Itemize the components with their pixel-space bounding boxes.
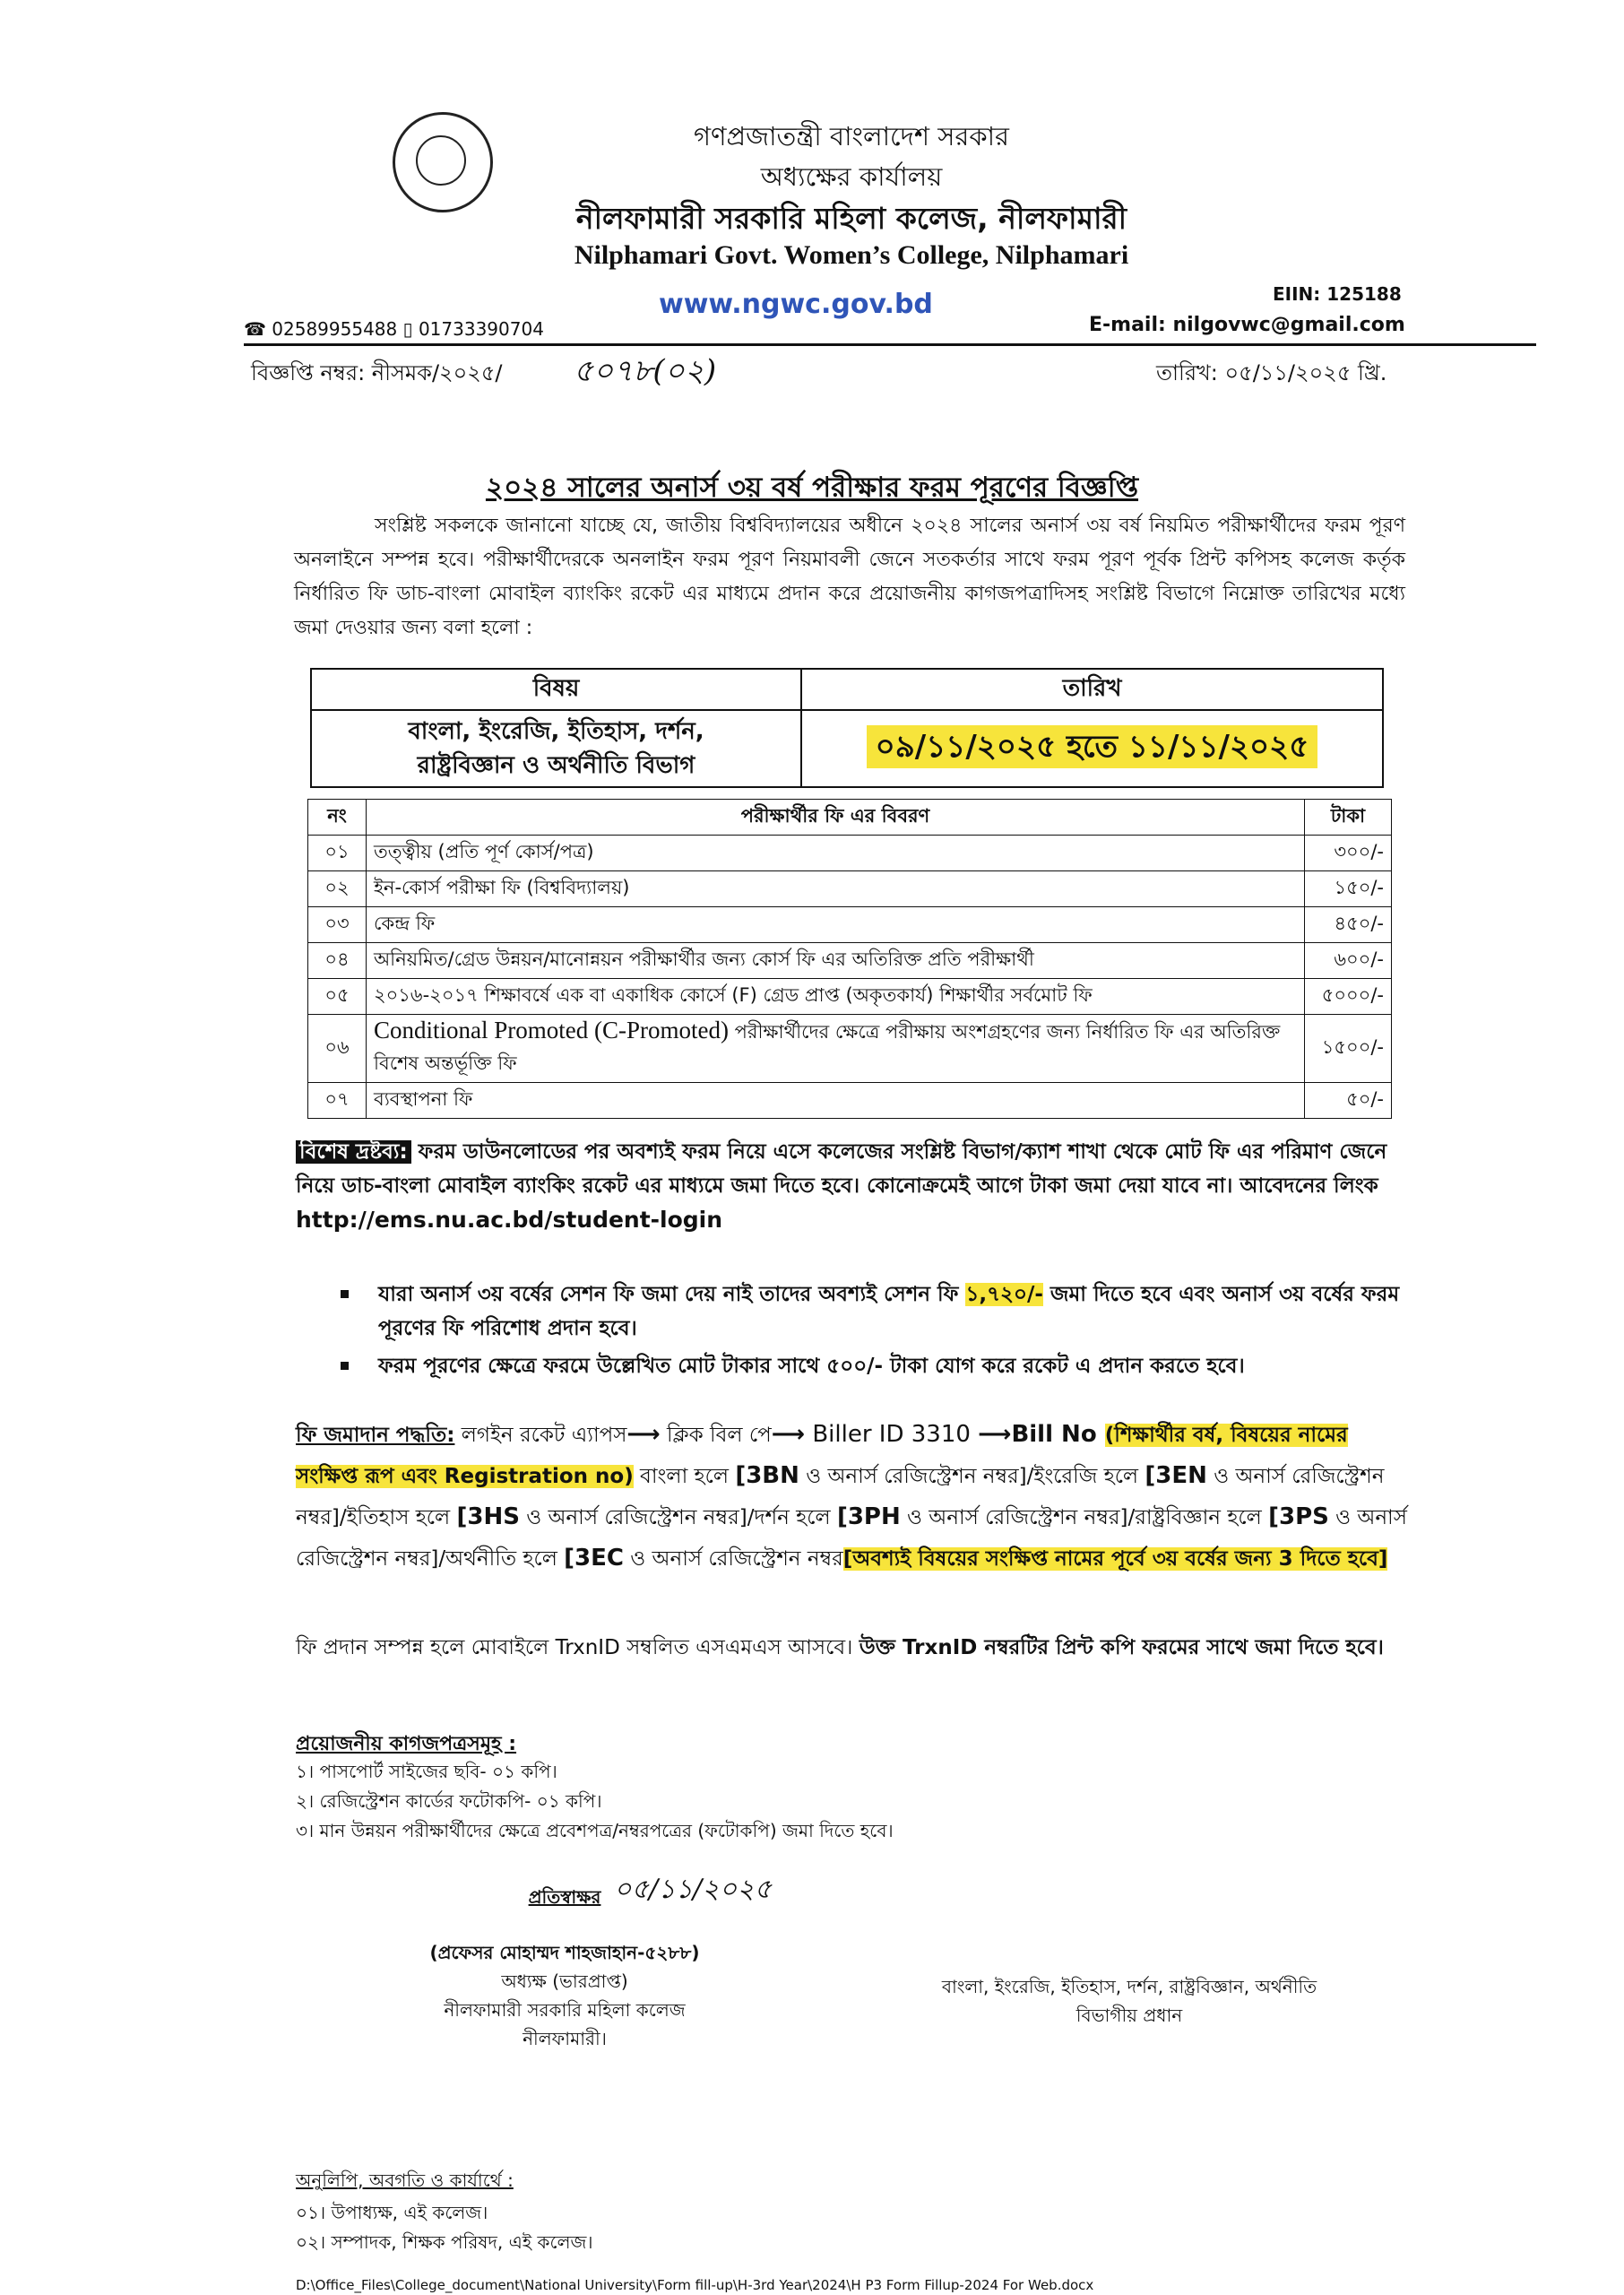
principal-place: নীলফামারী। [523, 2028, 607, 2049]
code-political-science: [3PS [1268, 1503, 1329, 1530]
table-row [308, 871, 1392, 907]
list-item [332, 1277, 1407, 1346]
signature-date-handwritten: ০৫/১১/২০২৫ [614, 1874, 773, 1905]
fee-row-no: ০৩ [308, 907, 367, 943]
notice-number: বিজ্ঞপ্তি নম্বর: নীসমক/২০২৫/ [251, 360, 503, 385]
list-item [332, 1349, 1407, 1383]
list-item: ০২। সম্পাদক, শিক্ষক পরিষদ, এই কলেজ। [296, 2231, 593, 2253]
fee-row-no: ০১ [308, 836, 367, 871]
fee-row-desc: কেন্দ্র ফি [367, 907, 1305, 943]
college-name-bn: নীলফামারী সরকারি মহিলা কলেজ, নীলফামারী [575, 201, 1127, 236]
table-row [308, 979, 1392, 1015]
fee-row-no: ০৪ [308, 943, 367, 979]
bullet-list [332, 1277, 1407, 1387]
fee-row-no: ০৫ [308, 979, 367, 1015]
fee-row-desc: ইন-কোর্স পরীক্ষা ফি (বিশ্ববিদ্যালয়) [367, 871, 1305, 907]
code-philosophy: [3PH [836, 1503, 901, 1530]
list-item: ১। পাসপোর্ট সাইজের ছবি- ০১ কপি। [296, 1761, 557, 1782]
copies-heading: অনুলিপি, অবগতি ও কার্যার্থে : [296, 2169, 514, 2191]
biller-id: Biller ID 3310 [805, 1421, 979, 1448]
file-path-footer: D:\Office_Files\College_document\National University\Form fill-up\H-3rd Year\2024\H P3 Form Fillup-2024 For Web.docx [296, 2277, 1094, 2293]
code-text-3: ও অনার্স রেজিস্ট্রেশন নম্বর]/ইতিহাস হলে [296, 1465, 1385, 1529]
header-divider [244, 343, 1536, 346]
email-address: E-mail: nilgovwc@gmail.com [1089, 314, 1405, 336]
list-item: ৩। মান উন্নয়ন পরীক্ষার্থীদের ক্ষেত্রে প্রবেশপত্র/নম্বরপত্রের (ফটোকপি) জমা দিতে হবে। [296, 1820, 894, 1841]
department-list: বাংলা, ইংরেজি, ইতিহাস, দর্শন, রাষ্ট্রবিজ্ঞান, অর্থনীতি [941, 1976, 1317, 1997]
list-item: ২। রেজিস্ট্রেশন কার্ডের ফটোকপি- ০১ কপি। [296, 1790, 602, 1812]
notice-title: ২০২৪ সালের অনার্স ৩য় বর্ষ পরীক্ষার ফরম পূরণের বিজ্ঞপ্তি [485, 472, 1139, 504]
office-line: অধ্যক্ষের কার্যালয় [760, 161, 943, 192]
payment-label: ফি জমাদান পদ্ধতি: [296, 1424, 455, 1447]
special-note-text: ফরম ডাউনলোডের পর অবশ্যই ফরম নিয়ে এসে কলেজের সংশ্লিষ্ট বিভাগ/ক্যাশ শাখা থেকে মোট ফি এর পরিমাণ জেনে নিয়ে ডাচ-বাংলা মোবাইল ব্যাংকিং রকেট এর মাধ্যমে জমা দিতে হবে। কোনোক্রমেই আগে টাকা জমা দেয়া যাবে না। আবেদনের লিংক [296, 1140, 1387, 1198]
table-row [308, 907, 1392, 943]
fee-row-amount: ৫০/- [1305, 1083, 1392, 1119]
payment-method [296, 1415, 1407, 1580]
list-item: ০১। উপাধ্যক্ষ, এই কলেজ। [296, 2202, 488, 2223]
department-heads-signature-block [878, 1972, 1380, 2030]
notice-number-handwritten: ৫০৭৮(০২) [574, 353, 717, 389]
fee-row-desc: অনিয়মিত/গ্রেড উন্নয়ন/মানোন্নয়ন পরীক্ষার্থীর জন্য কোর্স ফি এর অতিরিক্ত প্রতি পরীক্ষার্থী [367, 943, 1305, 979]
college-name-en: Nilphamari Govt. Women’s College, Nilphamari [574, 240, 1129, 270]
copies-list [296, 2198, 593, 2257]
bullet-icon [341, 1362, 349, 1370]
code-text-5: ও অনার্স রেজিস্ট্রেশন নম্বর]/রাষ্ট্রবিজ্ঞান হলে [900, 1506, 1269, 1529]
fee-table [307, 799, 1392, 1119]
fee-col-no: নং [308, 800, 367, 836]
fee-row-desc: ব্যবস্থাপনা ফি [367, 1083, 1305, 1119]
code-text-4: ও অনার্স রেজিস্ট্রেশন নম্বর]/দর্শন হলে [519, 1506, 837, 1529]
schedule-col-date: তারিখ [801, 669, 1383, 710]
fee-row-amount: ১৫০/- [1305, 871, 1392, 907]
special-note [296, 1135, 1407, 1203]
required-docs-list [296, 1757, 894, 1846]
notice-date: তারিখ: ০৫/১১/২০২৫ খ্রি. [1156, 360, 1387, 385]
department-head-title: বিভাগীয় প্রধান [1075, 2005, 1183, 2026]
code-english: [3EN [1145, 1462, 1207, 1489]
payment-step-2: ক্লিক বিল পে [660, 1424, 772, 1447]
code-instruction: [অবশ্যই বিষয়ের সংক্ষিপ্ত নামের পূর্বে ৩য় বর্ষের জন্য 3 দিতে হবে] [842, 1547, 1388, 1571]
website-link[interactable]: www.ngwc.gov.bd [659, 289, 933, 320]
fee-row-amount: ৬০০/- [1305, 943, 1392, 979]
schedule-col-subject: বিষয় [311, 669, 801, 710]
principal-college: নীলফামারী সরকারি মহিলা কলেজ [444, 1999, 686, 2021]
bill-no-label: Bill No [1011, 1421, 1105, 1448]
required-docs-heading: প্রয়োজনীয় কাগজপত্রসমূহ : [296, 1733, 517, 1755]
bullet-1-post: জমা দিতে হবে এবং অনার্স ৩য় বর্ষের ফরম পূরণের ফি পরিশোধ প্রদান হবে। [378, 1283, 1400, 1340]
schedule-table [310, 668, 1384, 788]
fee-row-no: ০২ [308, 871, 367, 907]
code-economics: [3EC [564, 1545, 624, 1572]
application-link[interactable]: http://ems.nu.ac.bd/student-login [296, 1207, 723, 1233]
bullet-2-text: ফরম পূরণের ক্ষেত্রে ফরমে উল্লেখিত মোট টাকার সাথে ৫০০/- টাকা যোগ করে রকেট এ প্রদান করতে হবে। [378, 1355, 1245, 1378]
schedule-subjects [311, 710, 801, 787]
arrow-right-icon: ⟶ [978, 1421, 1012, 1448]
fee-row-desc: তত্ত্বীয় (প্রতি পূর্ণ কোর্স/পত্র) [367, 836, 1305, 871]
code-text-1: বাংলা হলে [633, 1465, 736, 1488]
bullet-1-pre: যারা অনার্স ৩য় বর্ষের সেশন ফি জমা দেয় নাই তাদের অবশ্যই সেশন ফি [378, 1283, 966, 1306]
college-seal-inner [416, 135, 466, 186]
fee-col-amount: টাকা [1305, 800, 1392, 836]
fee-col-desc: পরীক্ষার্থীর ফি এর বিবরণ [367, 800, 1305, 836]
countersign-label: প্রতিস্বাক্ষর [528, 1886, 601, 1908]
fee-row-amount: ৫০০০/- [1305, 979, 1392, 1015]
fee-row-amount: ৪৫০/- [1305, 907, 1392, 943]
code-history: [3HS [456, 1503, 520, 1530]
fee-row-amount: ১৫০০/- [1305, 1015, 1392, 1083]
bullet-icon [341, 1290, 349, 1298]
fee-row-no: ০৭ [308, 1083, 367, 1119]
table-row [308, 943, 1392, 979]
phone-numbers: ☎ 02589955488 ▯ 01733390704 [244, 318, 544, 340]
table-row [308, 836, 1392, 871]
fee-row-desc-english: Conditional Promoted (C-Promoted) [374, 1017, 729, 1044]
code-bangla: [3BN [735, 1462, 799, 1489]
table-row [308, 1083, 1392, 1119]
code-text-7: ও অনার্স রেজিস্ট্রেশন নম্বর [624, 1547, 843, 1571]
schedule-subjects-line2: রাষ্ট্রবিজ্ঞান ও অর্থনীতি বিভাগ [417, 752, 695, 779]
payment-step-1: লগইন রকেট এ্যাপস [454, 1424, 627, 1447]
fee-row-no: ০৬ [308, 1015, 367, 1083]
special-note-label: বিশেষ দ্রষ্টব্য: [296, 1140, 411, 1164]
table-row [308, 1015, 1392, 1083]
arrow-right-icon: ⟶ [626, 1421, 661, 1448]
fee-row-amount: ৩০০/- [1305, 836, 1392, 871]
eiin-number: EIIN: 125188 [1273, 283, 1402, 305]
fee-row-desc: ২০১৬-২০১৭ শিক্ষাবর্ষে এক বা একাধিক কোর্সে (F) গ্রেড প্রাপ্ত (অকৃতকার্য) শিক্ষার্থীর সর্বমোট ফি [367, 979, 1305, 1015]
trxn-note [296, 1630, 1407, 1666]
session-fee-amount: ১,৭২০/- [965, 1283, 1043, 1306]
principal-name: (প্রফেসর মোহাম্মদ শাহজাহান-৫২৮৮) [429, 1942, 700, 1963]
code-text-2: ও অনার্স রেজিস্ট্রেশন নম্বর]/ইংরেজি হলে [799, 1465, 1145, 1488]
fee-row-desc [367, 1015, 1305, 1083]
bill-no-format: (শিক্ষার্থীর বর্ষ, বিষয়ের নামের সংক্ষিপ্ত রূপ এবং Registration no) [296, 1424, 1348, 1488]
trxn-text: ফি প্রদান সম্পন্ন হলে মোবাইলে TrxnID সম্বলিত এসএমএস আসবে। [296, 1636, 860, 1659]
govt-line: গণপ্রজাতন্ত্রী বাংলাদেশ সরকার [693, 121, 1010, 152]
intro-text: সংশ্লিষ্ট সকলকে জানানো যাচ্ছে যে, জাতীয় বিশ্ববিদ্যালয়ের অধীনে ২০২৪ সালের অনার্স ৩য় বর্ষ নিয়মিত পরীক্ষার্থীদের ফরম পূরণ অনলাইনে সম্পন্ন হবে। পরীক্ষার্থীদেরকে অনলাইন ফরম পূরণ নিয়মাবলী জেনে সতকর্তার সাথে ফরম পূরণ পূর্বক প্রিন্ট কপিসহ কলেজ কর্তৃক নির্ধারিত ফি ডাচ-বাংলা মোবাইল ব্যাংকিং রকেট এর মাধ্যমে প্রদান করে প্রয়োজনীয় কাগজপত্রাদিসহ সংশ্লিষ্ট বিভাগে নিম্নোক্ত তারিখের মধ্যে জমা দেওয়ার জন্য বলা হলো : [294, 515, 1405, 639]
trxn-text-bold: উক্ত TrxnID নম্বরটির প্রিন্ট কপি ফরমের সাথে জমা দিতে হবে। [859, 1636, 1384, 1659]
principal-title: অধ্যক্ষ (ভারপ্রাপ্ত) [501, 1970, 628, 1992]
schedule-date-range: ০৯/১১/২০২৫ হতে ১১/১১/২০২৫ [867, 725, 1318, 768]
intro-paragraph [294, 509, 1405, 645]
schedule-subjects-line1: বাংলা, ইংরেজি, ইতিহাস, দর্শন, [408, 718, 704, 745]
schedule-date-cell [801, 710, 1383, 787]
arrow-right-icon: ⟶ [771, 1421, 806, 1448]
fee-row-desc-rest: পরীক্ষার্থীদের ক্ষেত্রে পরীক্ষায় অংশগ্রহণের জন্য নির্ধারিত ফি এর অতিরিক্ত বিশেষ অন্তর্ভূক্তি ফি [374, 1021, 1281, 1074]
code-text-6: ও অনার্স রেজিস্ট্রেশন নম্বর]/অর্থনীতি হলে [296, 1506, 1407, 1571]
principal-signature-block [399, 1874, 773, 2053]
